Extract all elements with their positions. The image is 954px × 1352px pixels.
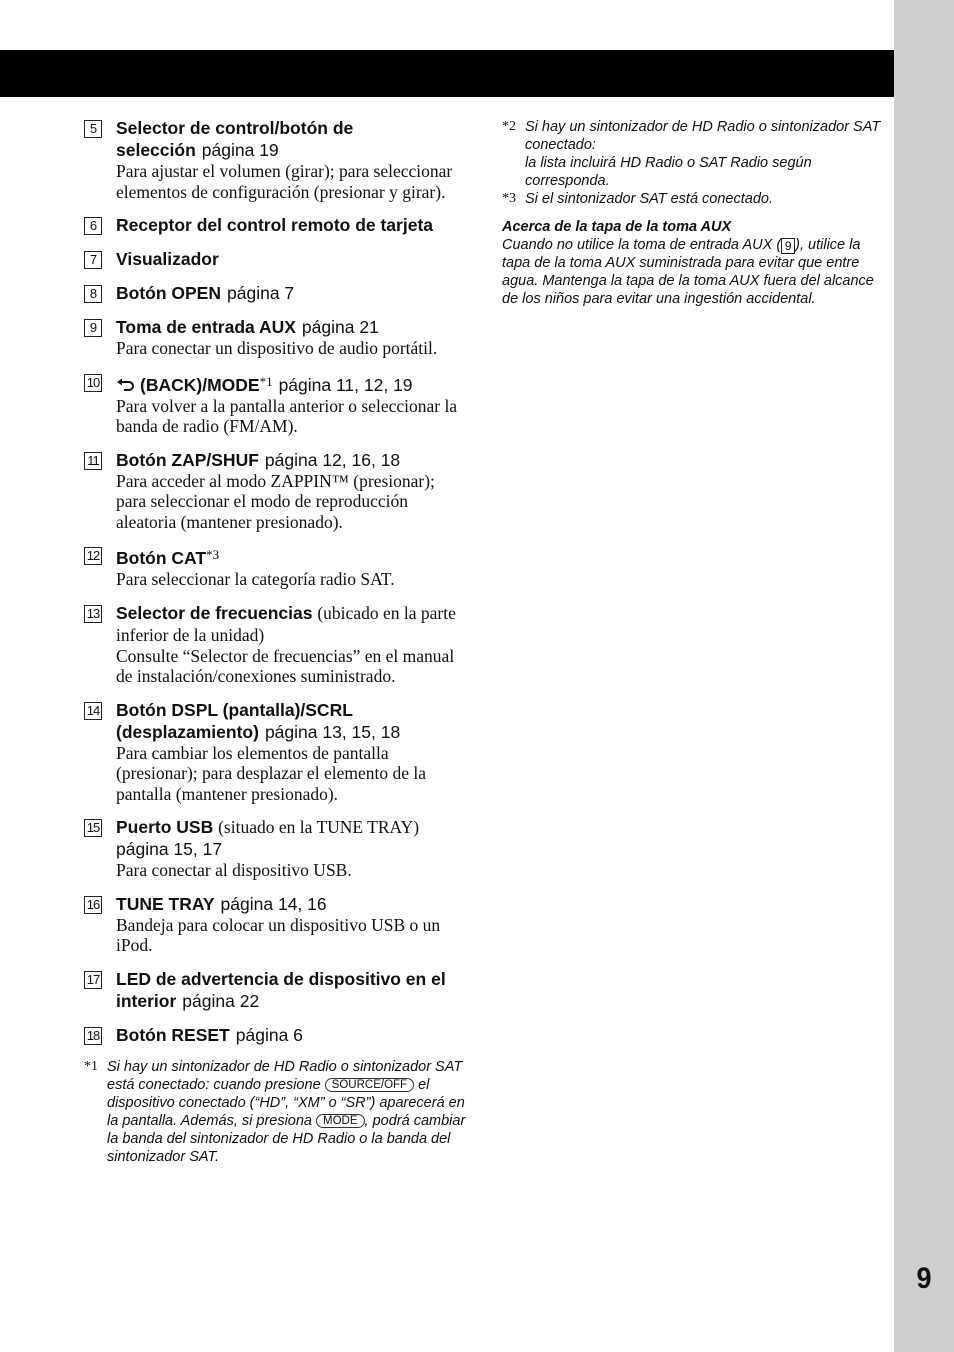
item-description: Para volver a la pantalla anterior o seleccionar la banda de radio (FM/AM). (116, 395, 458, 436)
list-item (84, 893, 469, 956)
page-ref: página 15, 17 (116, 839, 223, 859)
footnote-text: la lista incluirá HD Radio o SAT Radio según corresponda. (525, 155, 812, 189)
item-description: Para cambiar los elementos de pantalla (presionar); para desplazar el elemento de la pantalla (mantener presionado). (116, 742, 426, 804)
item-number: 13 (84, 605, 102, 623)
page-ref: página 6 (235, 1024, 303, 1045)
item-description: Para seleccionar la categoría radio SAT. (116, 569, 395, 589)
aux-cover-text (502, 236, 887, 308)
parts-list (84, 117, 469, 1166)
footnote-text: Si hay un sintonizador de HD Radio o sintonizador SAT está conectado: cuando presione (107, 1058, 463, 1093)
item-number: 14 (84, 702, 102, 720)
page-ref: página 22 (182, 990, 260, 1011)
footnote-text: , podrá cambiar la banda del sintonizador de HD Radio o la banda del sintonizador SAT. (107, 1112, 466, 1165)
page-ref: página 11, 12, 19 (278, 374, 413, 395)
footnote-1 (84, 1058, 469, 1166)
page-number: 9 (916, 1262, 932, 1295)
item-number: 9 (84, 319, 102, 337)
item-number: 10 (84, 374, 102, 392)
item-title: Botón CAT (116, 548, 207, 568)
list-item (84, 371, 469, 437)
item-number: 18 (84, 1027, 102, 1045)
item-title: Receptor del control remoto de tarjeta (116, 215, 434, 235)
item-title: Selector de frecuencias (116, 602, 313, 623)
item-description: Para conectar al dispositivo USB. (116, 860, 352, 880)
item-title: Puerto USB (116, 817, 214, 837)
item-note: (situado en la TUNE TRAY) (218, 817, 420, 837)
aux-text: ), utilice la tapa de la toma AUX suministrada para evitar que entre agua. Mantenga la tapa de la toma AUX fuera del alcance de los niños para evitar una ingestión accidental. (502, 237, 874, 307)
page-ref: página 21 (301, 317, 379, 337)
item-number: 16 (84, 896, 102, 914)
item-title: LED de advertencia de dispositivo en el interior (116, 968, 446, 1011)
source-off-button-label: SOURCE/OFF (325, 1078, 414, 1092)
aux-text: Cuando no utilice la toma de entrada AUX ( (502, 237, 782, 253)
item-number: 12 (84, 547, 102, 565)
item-title: Toma de entrada AUX (116, 317, 296, 337)
list-item (84, 248, 469, 270)
footnote-mark: *2 (502, 119, 516, 134)
item-number: 5 (84, 120, 102, 138)
item-description: Para ajustar el volumen (girar); para seleccionar elementos de configuración (presionar y girar). (116, 161, 453, 202)
page-ref: página 14, 16 (220, 893, 327, 914)
item-description: Para conectar un dispositivo de audio portátil. (116, 338, 438, 358)
footnote-text: Si hay un sintonizador de HD Radio o sintonizador SAT conectado: (525, 119, 881, 153)
list-item (84, 214, 469, 236)
item-number: 6 (84, 217, 102, 235)
item-note: (ubicado en la parte inferior de la unidad) (116, 602, 456, 645)
item-title: (BACK)/MODE (140, 374, 260, 395)
item-number: 17 (84, 971, 102, 989)
page-side-tab (894, 0, 954, 1352)
item-number: 8 (84, 285, 102, 303)
footnote-text: Si el sintonizador SAT está conectado. (525, 191, 773, 207)
list-item (84, 544, 469, 590)
item-title: Botón ZAP/SHUF (116, 449, 259, 470)
list-item (84, 602, 469, 687)
footnote-ref: *1 (259, 373, 273, 389)
list-item (84, 816, 469, 881)
list-item (84, 316, 469, 359)
list-item (84, 1024, 469, 1046)
page-ref: página 19 (201, 140, 279, 160)
back-arrow-icon (116, 377, 136, 393)
footnote-3 (502, 190, 887, 208)
item-title: Botón RESET (116, 1024, 230, 1045)
footnote-mark: *3 (502, 191, 516, 206)
item-number-ref: 9 (781, 238, 795, 254)
item-title: Botón OPEN (116, 283, 221, 303)
item-description: Para acceder al modo ZAPPIN™ (presionar); para seleccionar el modo de reproducción aleatoria (mantener presionado). (116, 470, 435, 532)
item-description: Bandeja para colocar un dispositivo USB o un iPod. (116, 914, 441, 955)
list-item (84, 117, 469, 202)
list-item (84, 449, 469, 533)
item-title: Selector de control/botón de selección (116, 118, 354, 160)
item-title: Visualizador (116, 249, 219, 269)
item-number: 11 (84, 452, 102, 470)
list-item (84, 282, 469, 304)
list-item (84, 968, 469, 1012)
page-ref: página 7 (227, 283, 295, 303)
notes-column (502, 118, 887, 308)
item-number: 7 (84, 251, 102, 269)
list-item (84, 699, 469, 805)
aux-cover-heading: Acerca de la tapa de la toma AUX (502, 219, 732, 235)
footnote-text: el dispositivo conectado (“HD”, “XM” o “SR”) aparecerá en la pantalla. Además, si presiona (107, 1076, 465, 1129)
footnote-mark: *1 (84, 1058, 98, 1074)
footnote-ref: *3 (206, 547, 220, 562)
footnote-2 (502, 118, 887, 190)
page-ref: página 12, 16, 18 (264, 449, 401, 470)
item-number: 15 (84, 819, 102, 837)
page-ref: página 13, 15, 18 (264, 721, 401, 742)
item-title: TUNE TRAY (116, 893, 215, 914)
item-description: Consulte “Selector de frecuencias” en el manual de instalación/conexiones suministrado. (116, 645, 455, 686)
header-band (0, 50, 894, 97)
mode-button-label: MODE (316, 1114, 365, 1128)
item-title: Botón DSPL (pantalla)/SCRL (desplazamiento) (116, 699, 353, 742)
